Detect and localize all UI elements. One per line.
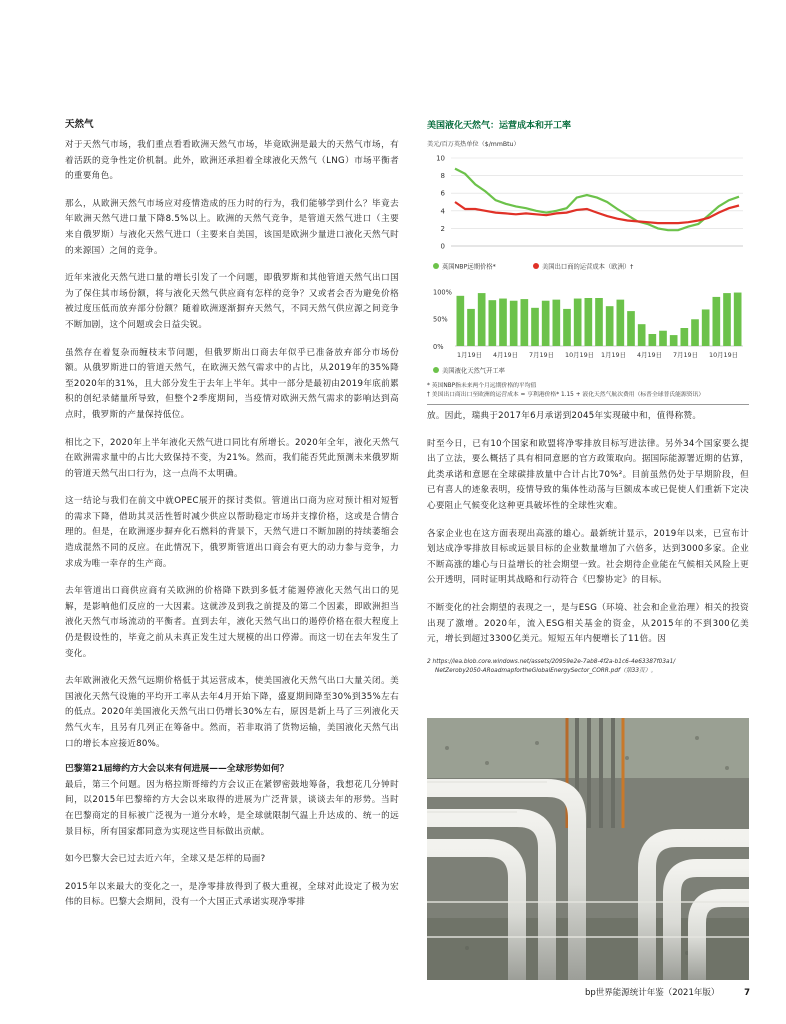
bar-utilisation [723,293,731,346]
paragraph: 不断变化的社会期望的表现之一，是与ESG（环境、社会和企业治理）相关的投资出现了激增。2020年，流入ESG相关基金的资金，从2015年的不到300亿美元，增长到超过3300亿美元。短短五年内便增长了11倍。因 [427,602,749,645]
y-tick-label: 8 [440,172,445,181]
x-tick-label: 7月19日 [529,351,554,359]
bar-utilisation [659,331,667,346]
bar-utilisation [478,293,486,346]
paragraph: 去年管道出口商供应商有关欧洲的价格降下跌到多低才能遏停液化天然气出口的见解，是影响他们反应的一大因素。这就涉及到我之前提及的第二个因素，即欧洲担当液化天然气市场流动的平衡者。直到去年，液化天然气出口的遏停价格在很大程度上仍是假设性的，毕竟之前从未真正发生过大规模的出口停滞。而这一切在去年发生了变化。 [65,586,399,659]
paragraph: 放。因此，瑞典于2017年6月承诺到2045年实现破中和，值得称赞。 [427,411,702,421]
bar-utilisation [457,296,465,346]
bar-utilisation [734,293,742,346]
bar-chart [427,280,749,376]
bar-utilisation [574,299,582,346]
footnote-2 [427,658,749,676]
x-tick-label: 1月19日 [457,351,482,359]
x-tick-label: 10月19日 [565,351,595,359]
bar-utilisation [595,298,603,346]
chart-note: † 美国出口商出口至欧洲的运营成本 = 亨利港价格* 1.15 + 液化天然气航次费用（标普全球普氏能源资讯） [427,392,705,398]
footnote-url: 2 https://iea.blob.core.windows.net/assets/20959e2e-7ab8-4f2a-b1c6-4e63387f03a1/ [427,658,676,665]
bar-utilisation [499,299,507,346]
pipeline-illustration [427,718,749,980]
bar-utilisation [627,311,635,346]
right-column [427,118,749,676]
paragraph: 对于天然气市场，我们重点看看欧洲天然气市场，毕竟欧洲是最大的天然气市场，有着活跃的竞争性定价机制。此外，欧洲还承担着全球液化天然气（LNG）市场平衡者的重要角色。 [65,140,399,182]
y-tick-label: 4 [440,207,445,216]
subheading-paris: 巴黎第21届缔约方大会以来有何进展——全球形势如何？ [65,764,289,775]
chart-note: * 英国NBP指未来两个月远期价格的平均值 [427,383,537,389]
line-chart [427,150,749,280]
paragraph: 各家企业也在这方面表现出高涨的雄心。最新统计显示，2019年以来，已宣布计划达成净零排放目标或远景目标的企业数量增加了六倍多，达到3000多家。企业不断高涨的雄心与日益增长的社会期望一致。社会期待企业能在气候相关风险上更公开透明，同时证明其战略和行动符合《巴黎协定》的目标。 [427,528,749,586]
bar-utilisation [681,328,689,346]
bar-utilisation [510,301,518,346]
page-number: 7 [744,988,750,998]
paragraph: 时至今日，已有10个国家和欧盟将净零排放目标写进法律。另外34个国家要么提出了立法，要么概括了具有相同意愿的官方政策取向。据国际能源署近期的估算，此类承诺和意愿在全球碳排放量中合计占比70%²。目前虽然仍处于早期阶段，但已有喜人的迹象表明，疫情导致的集体性动荡与巨额成本或已促使人们重新下定决心要阻止气候变化这种更具破坏性的全球性灾难。 [427,438,749,511]
bar-utilisation [531,308,539,346]
paragraph: 如今巴黎大会已过去近六年，全球又是怎样的局面? [65,854,266,865]
legend-marker [433,367,439,373]
paragraph: 相比之下，2020年上半年液化天然气进口同比有所增长。2020年全年，液化天然气在欧洲需求量中的占比大致保持不变，为21%。然而，我们能否凭此预测未来俄罗斯的管道天然气出口行为，这一点尚不太明确。 [65,437,399,479]
x-tick-label: 7月19日 [673,351,698,359]
legend-label: 美国液化天然气开工率 [442,367,505,375]
series-line-us-export-cost [455,202,739,223]
bar-utilisation [702,309,710,346]
paragraph: 近年来液化天然气进口量的增长引发了一个问题，即俄罗斯和其他管道天然气出口国为了保住其市场份额，将与液化天然气供应商有怎样的竞争？又或者会否为避免价格被过度压低而放弃部分份额？随着欧洲逐渐摒弃天然气，不同天然气供应源之间竞争不断加剧，这个问题或会日益尖锐。 [65,273,399,330]
y-tick-label: 6 [440,189,445,198]
y-tick-label: 0 [440,242,445,251]
y-tick-label: 10 [436,154,445,163]
paragraph: 最后，第三个问题。因为格拉斯哥缔约方会议正在紧锣密鼓地筹备，我想花几分钟时间，以2015年巴黎缔约方大会以来取得的进展为广泛背景，谈谈去年的形势。当时在巴黎商定的目标被广泛视为一道分水岭，是全球就限制气温上升达成的、统一的远景目标，所有国家都同意为实现这些目标做出贡献。 [65,779,399,837]
x-tick-label: 10月19日 [709,351,739,359]
paragraph: 去年欧洲液化天然气远期价格低于其运营成本，使美国液化天然气出口大量关闭。美国液化天然气设施的平均开工率从去年4月开始下降，盛夏期间降至30%到35%左右的低点。2020年美国液化天然气出口仍增长30%左右，原因是新上马了三列液化天然气火车，且另有几列正在筹备中。然而，若非取消了货物运输，美国液化天然气出口的增长本应接近80%。 [65,676,399,749]
section-title-gas: 天然气 [65,119,94,130]
legend-marker [433,263,439,269]
bar-utilisation [563,309,571,346]
paragraph: 那么，从欧洲天然气市场应对疫情造成的压力时的行为，我们能够学到什么？毕竟去年欧洲天然气进口量下降8.5%以上。欧洲的天然气竞争，是管道天然气进口（主要来自俄罗斯）与液化天然气进口（主要来自美国，该国是欧洲少量进口液化天然气时的来源国）之间的竞争。 [65,198,399,256]
footnote-url-2: NetZeroby2050-ARoadmapfortheGlobalEnergySector_CORR.pdf（第33页）。 [435,667,657,674]
bar-utilisation [638,324,646,346]
bar-utilisation [585,298,593,346]
footer-brand: bp世界能源统计年鉴（2021年版） [584,988,720,998]
bar-utilisation [521,299,529,346]
bar-utilisation [713,297,721,346]
chart-y-unit: 美元/百万英热单位（$/mmBtu） [427,141,520,148]
bar-utilisation [467,309,475,346]
chart-title: 美国液化天然气：运营成本和开工率 [427,121,572,131]
legend-label: 美国出口商的运营成本（欧洲）† [542,263,634,271]
y-tick-label: 50% [433,315,448,324]
bar-utilisation [691,319,699,346]
legend-label: 英国NBP远期价格* [442,263,496,271]
bar-utilisation [553,300,561,346]
left-column [65,118,399,923]
bar-utilisation [606,306,614,346]
page-footer [585,986,750,998]
y-tick-label: 2 [440,224,445,233]
bar-utilisation [489,300,497,346]
legend-marker [533,263,539,269]
bar-utilisation [617,300,625,346]
paragraph: 这一结论与我们在前文中就OPEC展开的探讨类似。管道出口商为应对预计相对短暂的需求下降，借助其灵活性暂时减少供应以帮助稳定市场并支撑价格，这或是合情合理的。但是，在欧洲逐步摒弃化石燃料的背景下，天然气进口不断加剧的持续萎缩会造成混然不同的反应。在此情况下，俄罗斯管道出口商会有更大的动力参与竞争，力求成为唯一幸存的生产商。 [65,496,399,569]
y-tick-label: 100% [433,288,452,297]
pipeline-photo [427,718,749,980]
paragraph: 虽然存在着复杂而缠枝末节问题，但俄罗斯出口商去年似乎已准备放弃部分市场份额。从俄罗斯进口的管道天然气，在欧洲天然气需求中的占比，从2019年的35%降至2020年的31%，且大部分发生于去年上半年。其中一部分是最初由2019年底前累积的创纪录储量所导致，但整个2季度期间，当疫情对欧洲天然气需求的影响达到高点时，俄罗斯的产量保持低位。 [65,347,399,420]
chart-notes [427,382,749,400]
bar-utilisation [542,301,550,346]
x-tick-label: 4月19日 [637,351,662,359]
x-tick-label: 1月19日 [601,351,626,359]
x-tick-label: 4月19日 [493,351,518,359]
bar-utilisation [649,334,657,346]
paragraph: 2015年以来最大的变化之一，是净零排放得到了极大重视，全球对此设定了极为宏伟的目标。巴黎大会期间，没有一个大国正式承诺实现净零排 [65,881,399,908]
y-tick-label: 0% [433,343,444,351]
bar-utilisation [670,335,678,346]
